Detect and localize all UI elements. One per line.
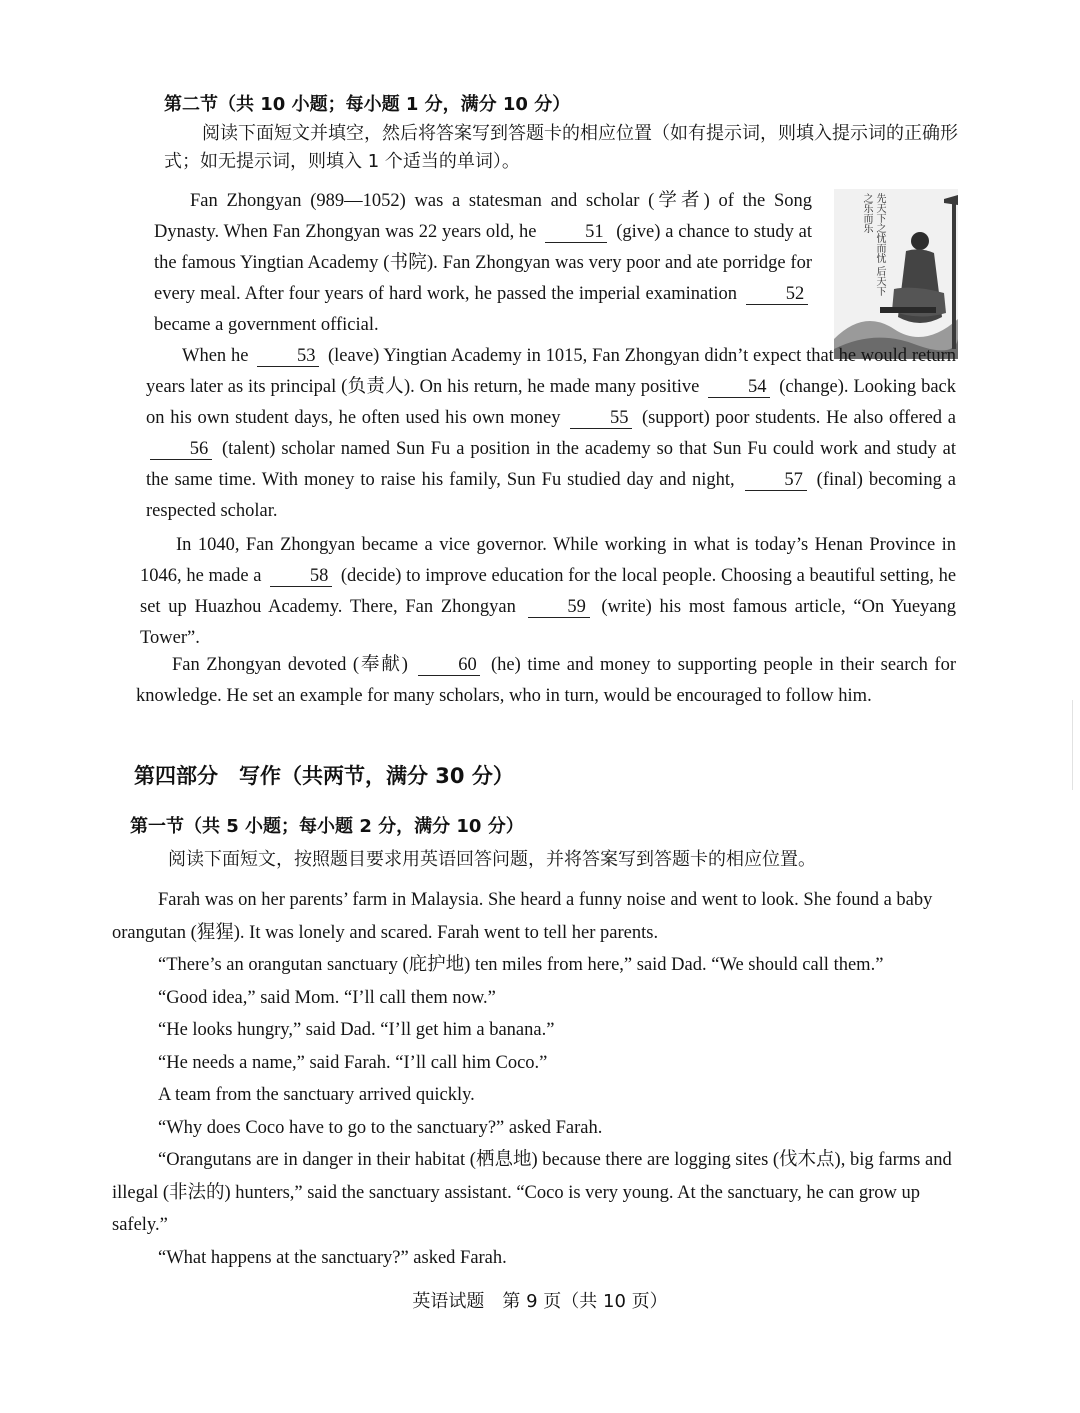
- blank-56[interactable]: 56: [150, 439, 212, 460]
- p2-text-f: (talent) scholar named Sun Fu a position in the academy so that Sun Fu could work and study at the same time. With money to raise his family, Sun Fu studied day and night,: [146, 439, 957, 490]
- p3-text-d: (write) his most famous article, “On Yueyang Tower”.: [140, 597, 957, 648]
- blank-55[interactable]: 55: [570, 408, 632, 429]
- scan-edge-divider: [1072, 700, 1073, 790]
- blank-58[interactable]: 58: [270, 566, 332, 587]
- p4-text-c: (he) time and money to supporting people in their search for knowledge. He set an example for many scholars, who in turn, would be encouraged to follow him.: [136, 655, 956, 706]
- paragraph-4: [136, 650, 956, 712]
- portrait-caption: 先天下之忧而忧 后天下之乐而乐: [861, 193, 885, 297]
- reading-passage: [112, 884, 960, 1274]
- blank-57[interactable]: 57: [745, 470, 807, 491]
- part-4-section-1-heading: 第一节（共 5 小题；每小题 2 分，满分 10 分）: [130, 816, 524, 837]
- passage-line: “Orangutans are in danger in their habitat (栖息地) because there are logging sites (伐木点), big farms and illegal (非法的) hunters,” said the sanctuary assistant. “Coco is very young. At the sanctuary, he can grow up safely.”: [112, 1150, 952, 1235]
- blank-60[interactable]: 60: [418, 655, 480, 676]
- passage-line: “Good idea,” said Mom. “I’ll call them now.”: [158, 987, 496, 1008]
- part-4-instruction: 阅读下面短文，按照题目要求用英语回答问题，并将答案写到答题卡的相应位置。: [168, 849, 816, 870]
- section-2-heading: 第二节（共 10 小题；每小题 1 分，满分 10 分）: [164, 94, 571, 115]
- blank-53[interactable]: 53: [257, 346, 319, 367]
- p1-text-c: (give) a chance to study at the famous Yingtian Academy (书院). Fan Zhongyan was very poor and ate porridge for every meal. After four years of hard work, he passed the imperial examination: [154, 222, 813, 304]
- p1-text-d: became a government official.: [154, 315, 379, 335]
- passage-line: “What happens at the sanctuary?” asked Farah.: [158, 1247, 507, 1268]
- p2-text-d: (change). Looking back on his own student days, he often used his own money: [146, 377, 956, 428]
- passage-line: “There’s an orangutan sanctuary (庇护地) ten miles from here,” said Dad. “We should call them.”: [158, 955, 884, 975]
- blank-51[interactable]: 51: [545, 222, 607, 243]
- p2-text-c: (leave) Yingtian Academy in 1015, Fan Zhongyan didn’t expect that he would return years later as its principal (负责人). On his return, he made many positive: [146, 346, 957, 397]
- p4-text-a: Fan Zhongyan devoted (奉献): [172, 655, 408, 675]
- passage-line: A team from the sanctuary arrived quickly.: [158, 1085, 475, 1105]
- paragraph-2: [146, 341, 956, 527]
- p2-text-e: (support) poor students. He also offered a: [641, 408, 956, 428]
- p3-text-c: (decide) to improve education for the local people. Choosing a beautiful setting, he set up Huazhou Academy. There, Fan Zhongyan: [140, 566, 957, 617]
- p1-text-a: Fan Zhongyan (989—1052) was a statesman and scholar (学者) of the Song Dynasty. When Fan Zhongyan was 22 years old, he: [154, 191, 812, 242]
- page-footer: 英语试题 第 9 页（共 10 页）: [412, 1291, 668, 1312]
- part-4-heading: 第四部分 写作（共两节，满分 30 分）: [134, 764, 514, 788]
- passage-line: Farah was on her parents’ farm in Malaysia. She heard a funny noise and went to look. She found a baby orangutan (猩猩). It was lonely and scared. Farah went to tell her parents.: [112, 890, 933, 943]
- blank-54[interactable]: 54: [708, 377, 770, 398]
- paragraph-3: [140, 530, 956, 654]
- blank-52[interactable]: 52: [746, 284, 808, 305]
- paragraph-1: [154, 186, 812, 341]
- blank-59[interactable]: 59: [528, 597, 590, 618]
- passage-line: “Why does Coco have to go to the sanctuary?” asked Farah.: [158, 1117, 603, 1138]
- p2-text-a: When he: [182, 346, 249, 366]
- p2-text-g: (final) becoming a respected scholar.: [146, 470, 957, 521]
- passage-line: “He needs a name,” said Farah. “I’ll call him Coco.”: [158, 1052, 548, 1073]
- section-2-instruction: 阅读下面短文并填空，然后将答案写到答题卡的相应位置（如有提示词，则填入提示词的正确形式；如无提示词，则填入 1 个适当的单词）。: [164, 123, 958, 172]
- fan-zhongyan-portrait-image: [834, 189, 958, 359]
- passage-line: “He looks hungry,” said Dad. “I’ll get him a banana.”: [158, 1020, 555, 1040]
- p3-text-a: In 1040, Fan Zhongyan became a vice governor. While working in what is today’s Henan Province in 1046, he made a: [140, 535, 956, 586]
